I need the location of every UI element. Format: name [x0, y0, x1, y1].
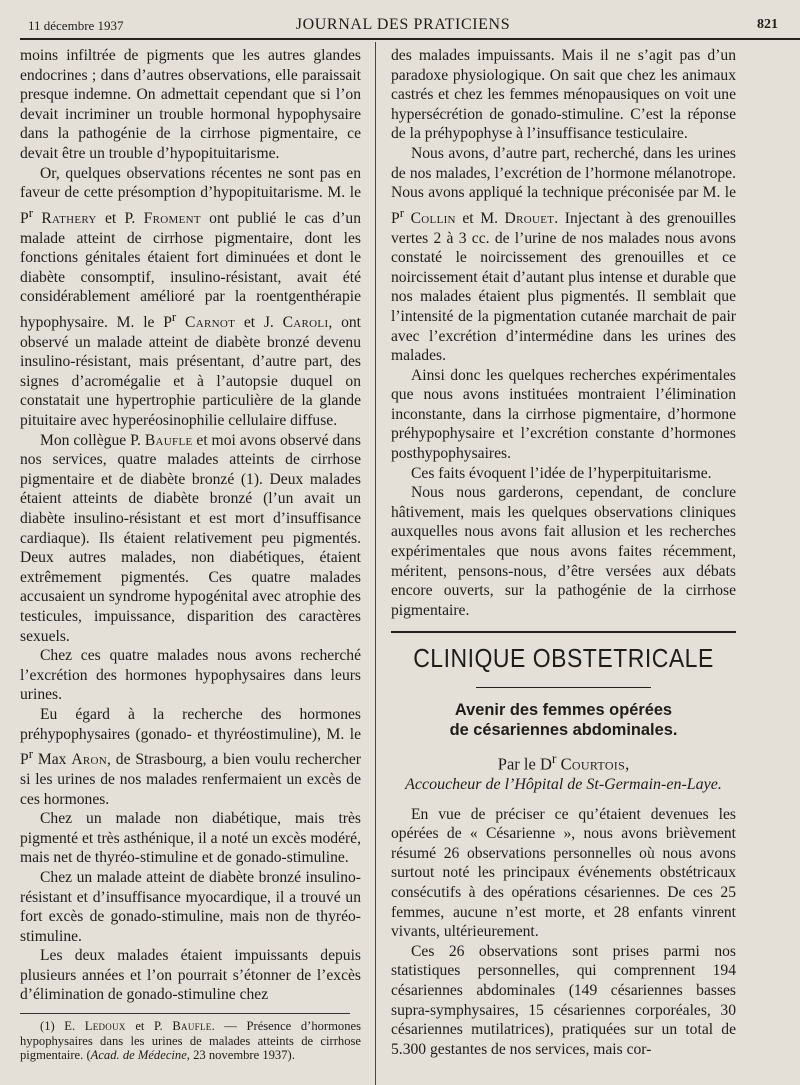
- paragraph: Ces 26 observations sont prises parmi nos statistiques personnelles, qui comprennent 194 césariennes abdominales (149 césariennes basses supra-symphysaires, 15 césariennes corporéales, 30 césariennes mutilatrices), pratiquées sur un total de 5.300 gestantes de nos services, mais cor-: [391, 942, 736, 1058]
- issue-date: 11 décembre 1937: [28, 18, 124, 33]
- paragraph: Nous avons, d’autre part, recherché, dans les urines de nos malades, l’excrétion de l’hormone mélanotrope. Nous avons appliqué la technique préconisée par M. le $P^r$ Collin et M. Drouet. Injectant à des grenouilles vertes 2 à 3 cc. de l’urine de nos malades nous avons constaté le noircissement des grenouilles et ce noircissement était d’autant plus intense et durable que nos malades étaient plus pigmentés. Il semblait que l’intensité de la pigmentation cutanée marchait de pair avec l’excrétion d’intermédine dans les urines des malades.: [391, 144, 736, 365]
- paragraph: Mon collègue P. Baufle et moi avons observé dans nos services, quatre malades atteints de cirrhose pigmentaire et de diabète bronzé (1). Deux malades étaient atteints de diabète bronzé (l’un avait un diabète insulino-résistant et est mort d’insuffisance cardiaque). Ils étaient relativement peu pigmentés. Deux autres malades, non diabétiques, étaient extrêmement pigmentés. Ces quatre malades accusaient un syndrome hypogénital avec atrophie des testicules, impuissance, disparition des caractères sexuels.: [20, 431, 361, 645]
- byline: Par le $D^r$ Courtois,: [497, 751, 630, 774]
- author-name: Collin: [410, 209, 456, 227]
- footnote: (1) E. Ledoux et P. Baufle. — Présence d’hormones hypophysaires dans les urines de malades atteints de cirrhose pigmentaire. (Acad. de Médecine, 23 novembre 1937).: [20, 1019, 361, 1063]
- column-divider: [375, 42, 376, 1085]
- paragraph: Ainsi donc les quelques recherches expérimentales que nous avons instituées montraient l’élimination inconstante, dans la cirrhose pigmentaire, d’hormone préhypophysaire et l’excrétion constante d’hormones posthypophysaires.: [391, 366, 736, 463]
- author-name: Carnot: [185, 314, 236, 332]
- right-column: [391, 46, 736, 1059]
- author-affiliation: Accoucheur de l’Hôpital de St-Germain-en-Laye.: [405, 776, 722, 794]
- paragraph: Eu égard à la recherche des hormones préhypophysaires (gonado- et thyréostimuline), M. le $P^r$ Max Aron, de Strasbourg, a bien voulu rechercher si les urines de nos malades renfermaient un excès de ces hormones.: [20, 705, 361, 808]
- paragraph: Chez ces quatre malades nous avons recherché l’excrétion des hormones hypophysaires dans leurs urines.: [20, 647, 361, 704]
- author-name: Rathery: [41, 209, 97, 227]
- author-name: Froment: [143, 209, 201, 227]
- paragraph: Chez un malade atteint de diabète bronzé insulino-résistant et d’insuffisance myocardique, il a trouvé un fort excès de gonado-stimuline, mais non de thyréo-stimuline.: [20, 868, 361, 945]
- paragraph: moins infiltrée de pigments que les autres glandes endocrines ; dans d’autres observations, elle paraissait presque indemne. On admettait cependant que si l’on devait incriminer un trouble hormonal hypophysaire dans la pathogénie de la cirrhose pigmentaire, ce devait être un trouble d’hypopituitarisme.: [20, 47, 361, 162]
- paragraph: En vue de préciser ce qu’étaient devenues les opérées de « Césarienne », nous avons brièvement résumé 26 observations personnelles où nous avons surtout noté les principaux événements obstétricaux consécutifs à des opérations césariennes. De ces 25 femmes, aucune n’est morte, et 28 enfants vinrent vivants, ultérieurement.: [391, 805, 736, 941]
- author-name: Courtois: [560, 754, 626, 774]
- page-number: 821: [757, 17, 778, 32]
- paragraph: Or, quelques observations récentes ne sont pas en faveur de cette présomption d’hypopituitarisme. M. le $P^r$ Rathery et P. Froment ont publié le cas d’un malade atteint de cirrhose pigmentaire, dont les fonctions génitales étaient fort diminuées et dont le diabète consomptif, insulino-résistant, avait été considérablement amélioré par la roentgenthérapie hypophysaire. M. le $P^r$ Carnot et J. Caroli, ont observé un malade atteint de diabète bronzé devenu insulino-résistant, mais présentant, d’autre part, des signes d’acromégalie et à l’autopsie duquel on constatait une hypertrophie particulière de la glande pituitaire avec hyperéosinophilie cellulaire diffuse.: [20, 164, 361, 430]
- author-name: Caroli: [282, 314, 329, 332]
- paragraph: des malades impuissants. Mais il ne s’agit pas d’un paradoxe physiologique. On sait que chez les animaux castrés et chez les femmes ménopausiques on voit une hypersécrétion de gonado-stimuline. C’est la réponse de la préhypophyse à l’insuffisance testiculaire.: [391, 47, 736, 143]
- paragraph: Ces faits évoquent l’idée de l’hyperpituitarisme.: [411, 464, 712, 482]
- paragraph: Chez un malade non diabétique, mais très pigmenté et très asthénique, il a noté un excès modéré, mais net de thyréo-stimuline et de gonado-stimuline.: [20, 810, 361, 867]
- section-title: CLINIQUE OBSTETRICALE: [413, 643, 714, 673]
- left-column: [20, 46, 361, 1063]
- section-subrule: [476, 687, 651, 688]
- paragraph: Nous nous garderons, cependant, de conclure hâtivement, mais les quelques observations cliniques auxquelles nous avons fait allusion et les recherches expérimentales que nous avons faites récemment, méritent, pensons-nous, d’être versées aux débats encore ouverts, sur la pathogénie de la cirrhose pigmentaire.: [391, 484, 736, 619]
- page-header: [28, 14, 778, 36]
- author-name: Aron: [71, 751, 108, 769]
- author-name: Drouet: [504, 209, 555, 227]
- paragraph: Les deux malades étaient impuissants depuis plusieurs années et l’on pourrait s’étonner de l’excès d’élimination de gonado-stimuline chez: [20, 947, 361, 1004]
- article-title: Avenir des femmes opérées de césariennes abdominales.: [449, 701, 678, 739]
- journal-title: JOURNAL DES PRATICIENS: [295, 16, 511, 33]
- section-rule: [391, 631, 736, 633]
- header-rule: [20, 38, 800, 40]
- footnote-rule: [20, 1013, 350, 1014]
- author-name: Baufle: [144, 431, 193, 449]
